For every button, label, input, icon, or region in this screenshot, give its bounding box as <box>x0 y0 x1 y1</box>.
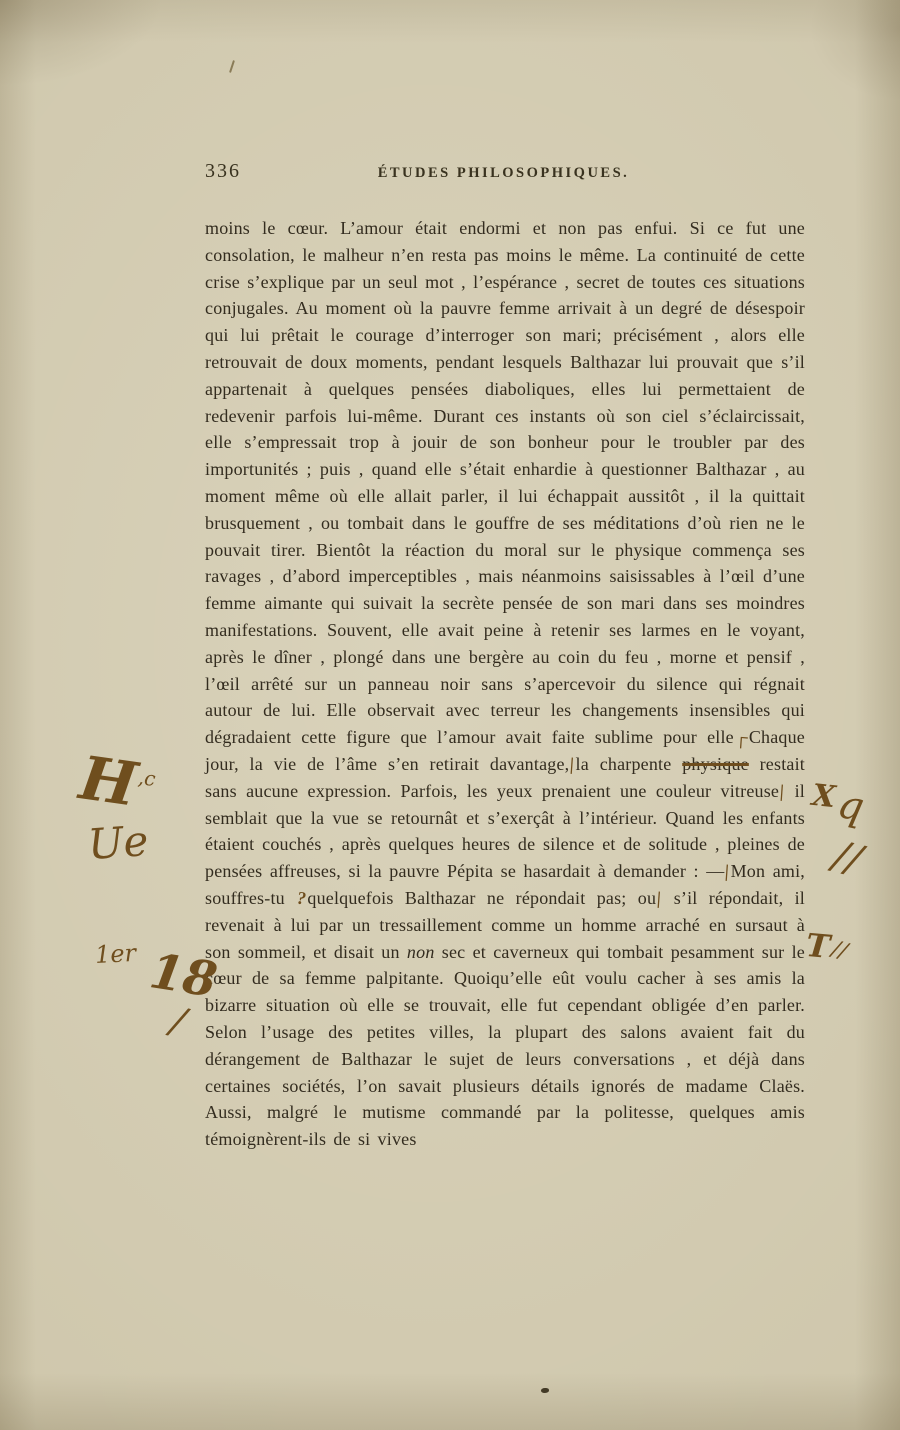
ink-spot <box>541 1388 549 1393</box>
handwritten-margin-double-slash: // <box>828 832 867 884</box>
italic-word-non: non <box>406 941 435 962</box>
insertion-bar-mark: | <box>569 753 576 775</box>
body-paragraph <box>205 215 805 1153</box>
page-number: 336 <box>205 160 241 182</box>
handwritten-margin-mark-h: H <box>75 743 142 821</box>
body-segment: restait sans aucune expression. Parfois, les yeux prenaient une couleur vitreuse <box>205 753 805 801</box>
body-segment: s’il répondait, il revenait à lui par un tressaillement comme un homme arraché en sursaut à son sommeil, et disait un <box>205 887 805 962</box>
handwritten-margin-t-slashes: // <box>829 936 850 965</box>
body-segment: sec et caverneux qui tombait pesamment sur le cœur de sa femme palpitante. Quoiqu’elle eût voulu cacher à ses amis la bizarre situation où elle se trouvait, elle fut cependant obligée d’en parler. Selon l’usage des petites villes, la plupart des salons avaient fait du dérangement de Balthazar le sujet de leurs conversations , et déjà dans certaines sociétés, l’on savait plusieurs détails ignorés de madame Claës. Aussi, malgré le mutisme commandé par la politesse, quelques amis témoignèrent-ils de si vives <box>205 941 805 1150</box>
body-segment: quelquefois Balthazar ne répondait pas; ou <box>307 887 657 908</box>
body-segment: Chaque jour, la vie de l’âme s’en retirait davantage, <box>205 727 805 774</box>
insertion-bar-mark: | <box>779 780 786 801</box>
handwritten-margin-mark-c: ,c <box>136 765 157 791</box>
insertion-bar-mark: | <box>656 887 663 909</box>
handwritten-margin-mark-q: q <box>833 780 869 832</box>
body-segment: il semblait que la vue se retournât et s’exerçât à l’intérieur. Quand les enfants étaient couchés , après quelques heures de silence et de solitude , pleines de pensées affreuses, si la pauvre Pépita se hasardait à demander : — <box>205 780 805 882</box>
body-segment: moins le cœur. L’amour était endormi et non pas enfui. Si ce fut une consolation, le malheur n’en resta pas moins le même. La continuité de cette crise s’explique par un seul mot , l’espérance , secret de toutes ces situations conjugales. Au moment où la pauvre femme arrivait à un degré de désespoir qui lui prêtait le courage d’interroger son mari; précisément , alors elle retrouvait de doux moments, pendant lesquels Balthazar lui prouvait que s’il appartenait à quelques pensées diaboliques, elles lui permettaient de redevenir parfois lui-même. Durant ces instants où son ciel s’éclaircissait, elle s’empressait trop à jouir de son bonheur pour le troubler par des importunités ; puis , quand elle s’était enhardie à questionner Balthazar , au moment même où elle allait parler, il lui échappait aussitôt , il la quittait brusquement , ou tombait dans le gouffre de ses méditations d’où rien ne le pouvait tirer. Bientôt la réaction du moral sur le physique commença ses ravages , d’abord imperceptibles , mais néanmoins saisissables à l’œil d’une femme aimante qui suivait la secrète pensée de son mari dans ses moindres manifestations. Souvent, elle avait peine à retenir ses larmes en le voyant, après le dîner , plongé dans une bergère au coin du feu , morne et pensif , l’œil arrêté sur un panneau noir sans s’apercevoir du silence qui régnait autour de lui. Elle observait avec terreur les changements insensibles qui dégradaient cette figure que l’amour avait faite sublime pour elle <box>205 218 805 748</box>
handwritten-margin-slash: / <box>166 998 190 1044</box>
question-correction-mark: ? <box>296 887 308 909</box>
body-segment: Mon ami, souffres-tu <box>205 861 805 908</box>
handwritten-margin-mark-t: T <box>804 926 832 966</box>
handwritten-margin-mark-1er: 1er <box>94 938 137 970</box>
insertion-mark: ┌ <box>734 726 749 748</box>
struck-word: physique <box>682 753 749 774</box>
body-segment: la charpente <box>575 753 683 774</box>
insertion-bar-mark: | <box>724 861 731 882</box>
running-header: ÉTUDES PHILOSOPHIQUES. <box>377 165 630 181</box>
handwritten-margin-mark-x: X <box>810 777 838 816</box>
handwritten-margin-mark-ue: Ue <box>86 815 150 870</box>
paper-speck <box>229 60 235 73</box>
handwritten-margin-mark-18: 18 <box>146 943 221 1009</box>
